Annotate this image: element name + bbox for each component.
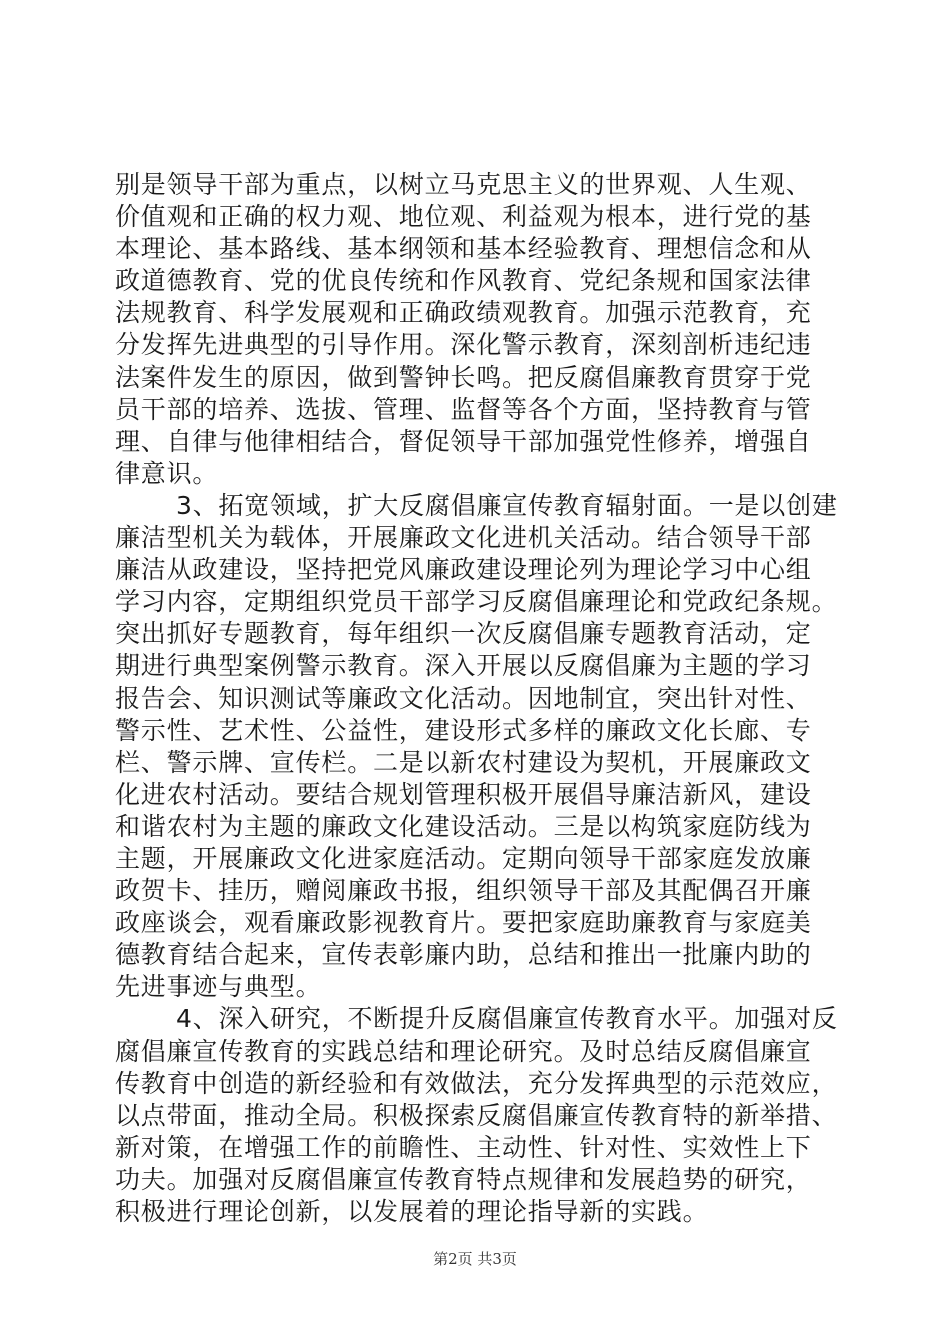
text-line: 和谐农村为主题的廉政文化建设活动。三是以构筑家庭防线为 <box>115 811 812 841</box>
text-line: 本理论、基本路线、基本纲领和基本经验教育、理想信念和从 <box>115 234 812 264</box>
text-line: 律意识。 <box>115 458 219 488</box>
text-line: 化进农村活动。要结合规划管理积极开展倡导廉洁新风，建设 <box>115 779 812 809</box>
body-text <box>115 169 838 1228</box>
text-line: 警示性、艺术性、公益性，建设形式多样的廉政文化长廊、专 <box>115 715 812 745</box>
text-line: 以点带面，推动全局。积极探索反腐倡廉宣传教育特的新举措、 <box>115 1100 838 1130</box>
text-line: 栏、警示牌、宣传栏。二是以新农村建设为契机，开展廉政文 <box>115 747 812 777</box>
page-number-footer: 第2页 共3页 <box>433 1250 517 1268</box>
paragraph-3-start: 3、拓宽领域，扩大反腐倡廉宣传教育辐射面。一是以创建 <box>176 490 838 520</box>
text-line: 学习内容，定期组织党员干部学习反腐倡廉理论和党政纪条规。 <box>115 587 838 617</box>
text-line: 传教育中创造的新经验和有效做法，充分发挥典型的示范效应， <box>115 1068 838 1098</box>
text-line: 新对策，在增强工作的前瞻性、主动性、针对性、实效性上下 <box>115 1132 812 1162</box>
text-line: 主题，开展廉政文化进家庭活动。定期向领导干部家庭发放廉 <box>115 843 812 873</box>
text-line: 积极进行理论创新，以发展着的理论指导新的实践。 <box>115 1197 709 1226</box>
text-line: 报告会、知识测试等廉政文化活动。因地制宜，突出针对性、 <box>115 683 812 713</box>
text-line: 廉洁从政建设，坚持把党风廉政建设理论列为理论学习中心组 <box>115 555 812 585</box>
text-line: 廉洁型机关为载体，开展廉政文化进机关活动。结合领导干部 <box>115 523 812 553</box>
text-line: 分发挥先进典型的引导作用。深化警示教育，深刻剖析违纪违 <box>115 330 812 360</box>
text-line: 政道德教育、党的优良传统和作风教育、党纪条规和国家法律 <box>115 266 812 296</box>
text-line: 政座谈会，观看廉政影视教育片。要把家庭助廉教育与家庭美 <box>115 908 812 938</box>
text-line: 法规教育、科学发展观和正确政绩观教育。加强示范教育，充 <box>115 298 812 328</box>
paragraph-4-start: 4、深入研究，不断提升反腐倡廉宣传教育水平。加强对反 <box>176 1004 838 1034</box>
text-line: 突出抓好专题教育，每年组织一次反腐倡廉专题教育活动，定 <box>115 619 812 649</box>
text-line: 腐倡廉宣传教育的实践总结和理论研究。及时总结反腐倡廉宣 <box>115 1036 812 1066</box>
text-line: 期进行典型案例警示教育。深入开展以反腐倡廉为主题的学习 <box>115 651 812 681</box>
text-line: 理、自律与他律相结合，督促领导干部加强党性修养，增强自 <box>115 426 812 456</box>
text-line: 先进事迹与典型。 <box>115 972 322 1002</box>
text-line: 政贺卡、挂历，赠阅廉政书报，组织领导干部及其配偶召开廉 <box>115 876 812 906</box>
text-line: 员干部的培养、选拔、管理、监督等各个方面，坚持教育与管 <box>115 394 812 424</box>
text-line: 价值观和正确的权力观、地位观、利益观为根本，进行党的基 <box>115 202 812 232</box>
text-line: 别是领导干部为重点，以树立马克思主义的世界观、人生观、 <box>115 170 812 199</box>
text-line: 功夫。加强对反腐倡廉宣传教育特点规律和发展趋势的研究， <box>115 1164 812 1194</box>
text-line: 德教育结合起来，宣传表彰廉内助，总结和推出一批廉内助的 <box>115 940 812 970</box>
text-line: 法案件发生的原因，做到警钟长鸣。把反腐倡廉教育贯穿于党 <box>115 362 812 392</box>
